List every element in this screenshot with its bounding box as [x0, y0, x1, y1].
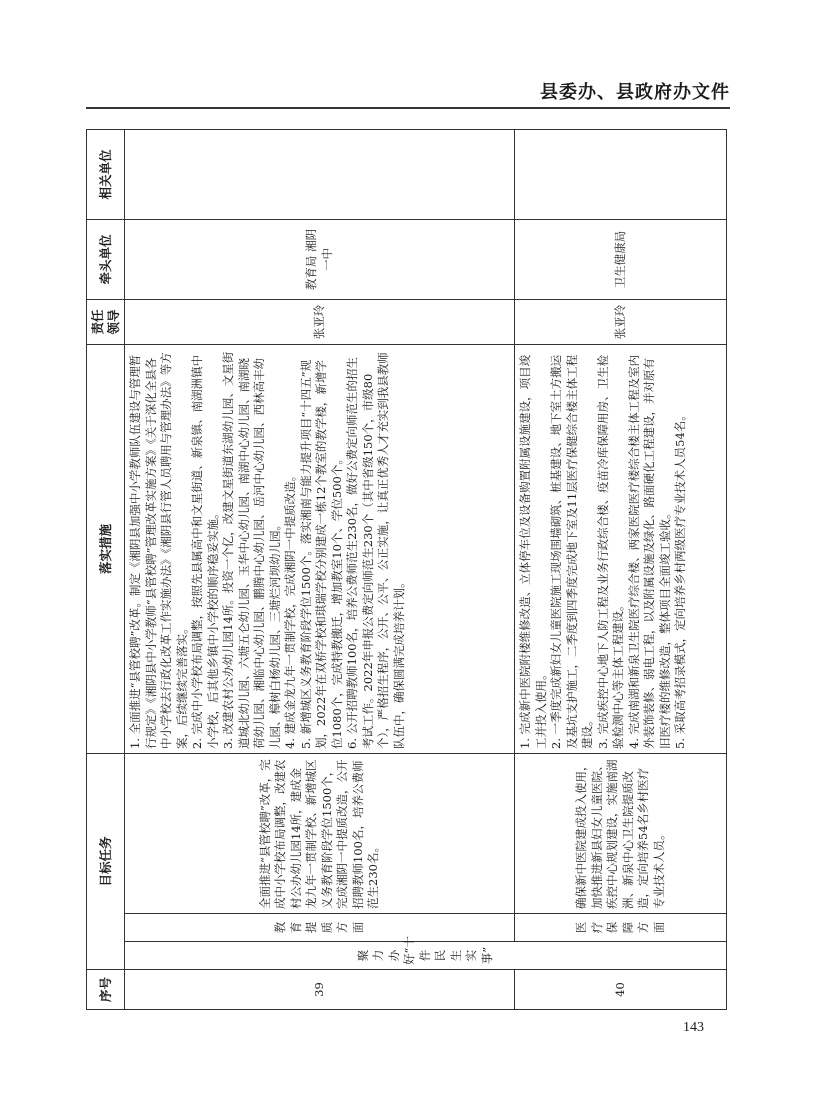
- row-related-unit: [515, 130, 727, 220]
- col-header-lead-unit: 牵头单位: [87, 220, 125, 300]
- row-task: 全面推进“县管校聘”改革，完成中小学校布局调整，改建农村公办幼儿园14所，建成金龙九年一贯制学校、新增城区义务教育阶段学位1500个，完成湘阴一中提质改造，公开招聘教师100名，培养公费师范生230名。: [125, 754, 515, 914]
- col-header-measures: 落实措施: [87, 345, 125, 754]
- row-subject: 教育提质方面: [125, 914, 515, 942]
- table-row: [515, 130, 727, 1010]
- row-task: 确保新中医院建成投入使用，加快推进新县妇女儿童医院、疾控中心规划建设，实施南湖洲、新泉中心卫生院提质改造，定向培养54名乡村医疗专业技术人员。: [515, 754, 727, 914]
- table-row: [125, 130, 515, 1010]
- document-header-title: 县委办、县政府办文件: [540, 82, 730, 103]
- group-label: 聚力办好“十件民生实事”: [125, 942, 727, 970]
- row-subject: 医疗保障方面: [515, 914, 727, 942]
- row-measures: 1. 全面推进“县管校聘”改革。制定《湘阴县加强中小学教师队伍建设与管理暂行规定》《湘阴县中小学教师“县管校聘”管理改革实施方案》《关于深化全县各中小学校去行政化改革工作实施办法》《湘阴县行管人员聘用与管理办法》等方案，后续继续完善落实。 2. 完成中小学校布局调整，按照先县属高中和文星街道、新泉镇、南湖洲镇中小学校，后其他乡镇中小学校的顺序稳妥实施。 3. 改建农村公办幼儿园14所。投资一个亿，改建文星街道东湖幼儿园、文星街道城北幼儿园、六塘五仑幼儿园、玉华中心幼儿园、南湖中心幼儿园、南湖晓荷幼儿园、湘临中心幼儿园、鹏腾中心幼儿园、岳河中心幼儿园、西林高丰幼儿园、樟树白杨幼儿园、三塘烂河坝幼儿园。 4. 建成金龙九年一贯制学校，完成湘阴一中提质改造。 5. 新增城区义务教育阶段学位1500个。落实湘南与能力提升项目“十四五”规划，2022年在双桥学校和琪瑞学校分别建成一栋12个教室的教学楼，新增学位1080个，完成特教搬迁，增加教室10个、学位500个。 6. 公开招聘教师100名，培养公费师范生230名，做好公费定向师范生的招生考试工作。2022年申报公费定向师范生230个（其中省级150个，市级80个），严格招生程序，公开、公平、公正实施，让真正优秀人才充实到我县教师队伍中，确保圆满完成培养计划。: [125, 345, 515, 754]
- header-rule: [86, 107, 730, 109]
- col-header-related-unit: 相关单位: [87, 130, 125, 220]
- row-related-unit: [125, 130, 515, 220]
- row-seq: 40: [515, 970, 727, 1010]
- row-measures: 1. 完成新中医院附楼维修改造、立体停车位及设备购置附属设施建设，项目竣工并投入使用。 2. 一季度完成新妇女儿童医院施工现场围墙砌筑、桩基建设、地下室土方搬运及基坑支护施工，二季度到四季度完成地下室及11层医疗保健综合楼主体工程建设。 3. 完成疾控中心地下人防工程及业务行政综合楼、疫苗冷库保障用房、卫生检验检测中心等主体工程建设。 4. 完成南湖和新泉卫生院医疗综合楼、两家医院医疗楼综合楼主体工程及室内外装饰装修、弱电工程，以及附属设施及绿化、路面硬化工程建设，并对原有旧医疗楼的维修改造，整体项目全面竣工验收。 5. 采取高考招录模式，定向培养乡村两级医疗专业技术人员54名。: [515, 345, 727, 754]
- measures-table: [86, 129, 727, 1010]
- col-header-task: 目标任务: [87, 754, 125, 970]
- row-lead-unit: 卫生健康局: [515, 220, 727, 300]
- table-header-row: [87, 130, 125, 1010]
- row-leader: 张亚玲: [515, 300, 727, 345]
- col-header-seq: 序号: [87, 970, 125, 1010]
- row-lead-unit: 教育局 湘阴一中: [125, 220, 515, 300]
- page-number: 143: [683, 1020, 704, 1035]
- col-header-leader: 责任领导: [87, 300, 125, 345]
- row-leader: 张亚玲: [125, 300, 515, 345]
- row-seq: 39: [125, 970, 515, 1010]
- rotated-table-container: [86, 130, 726, 1010]
